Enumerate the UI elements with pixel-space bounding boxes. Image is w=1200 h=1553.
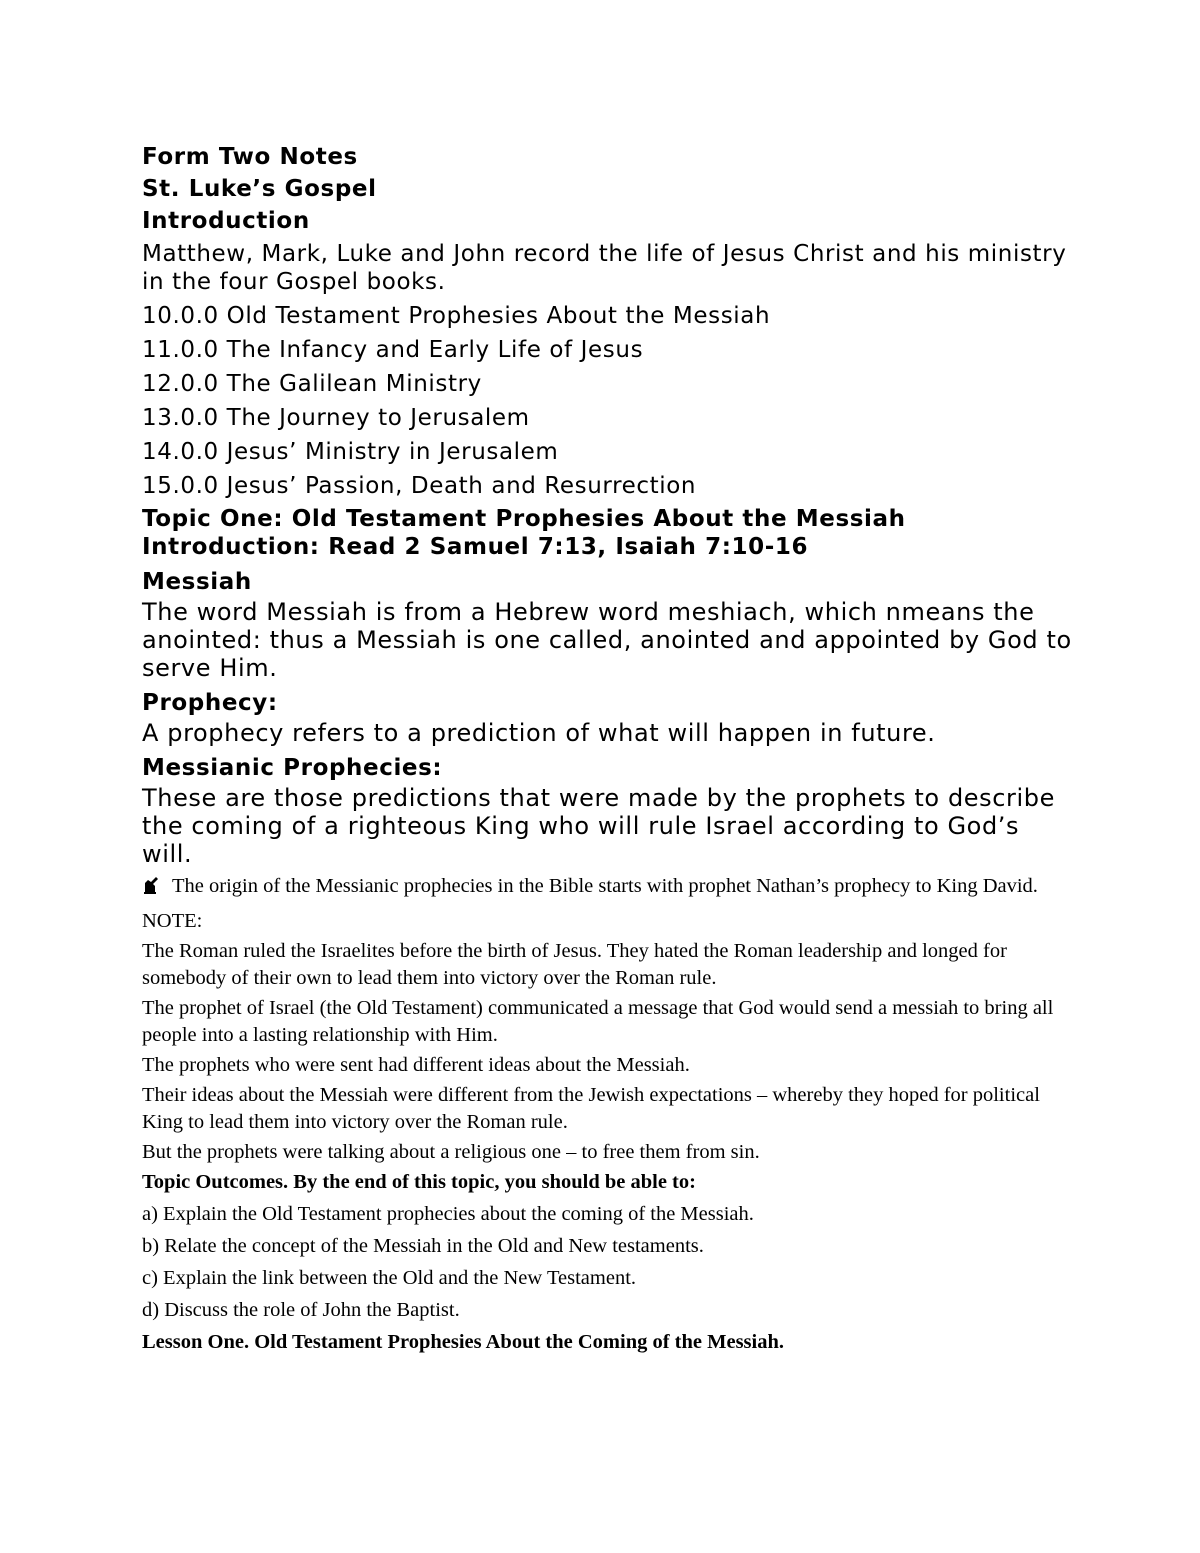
table-of-contents bbox=[142, 302, 1072, 500]
outcome-item: b) Relate the concept of the Messiah in the Old and New testaments. bbox=[142, 1235, 704, 1257]
page-title: Form Two Notes bbox=[142, 144, 358, 170]
outcome-item: d) Discuss the role of John the Baptist. bbox=[142, 1299, 460, 1321]
messianic-prophecies-definition: These are those predictions that were made by the prophets to describe the coming of a righteous King who will rule Israel according to God’s will. bbox=[142, 784, 1055, 868]
note-label: NOTE: bbox=[142, 910, 203, 932]
outcome-item: c) Explain the link between the Old and the New Testament. bbox=[142, 1267, 637, 1289]
toc-item: 15.0.0 Jesus’ Passion, Death and Resurrection bbox=[142, 473, 697, 499]
writing-hand-icon bbox=[142, 875, 164, 897]
prophecy-heading: Prophecy: bbox=[142, 690, 278, 716]
note-paragraph: The prophets who were sent had different ideas about the Messiah. bbox=[142, 1054, 690, 1076]
messiah-definition: The word Messiah is from a Hebrew word meshiach, which nmeans the anointed: thus a Messiah is one called, anointed and appointed by God to serve Him. bbox=[142, 598, 1072, 682]
note-paragraph: But the prophets were talking about a religious one – to free them from sin. bbox=[142, 1141, 760, 1163]
toc-item: 13.0.0 The Journey to Jerusalem bbox=[142, 405, 530, 431]
bullet-item bbox=[142, 873, 1072, 900]
lesson-title: Lesson One. Old Testament Prophesies About the Coming of the Messiah. bbox=[142, 1331, 785, 1353]
messianic-prophecies-heading: Messianic Prophecies: bbox=[142, 755, 443, 781]
page-subtitle: St. Luke’s Gospel bbox=[142, 176, 377, 202]
topic-title: Topic One: Old Testament Prophesies About the Messiah bbox=[142, 506, 906, 532]
messiah-heading: Messiah bbox=[142, 569, 252, 595]
outcome-item: a) Explain the Old Testament prophecies about the coming of the Messiah. bbox=[142, 1203, 754, 1225]
note-paragraph: The prophet of Israel (the Old Testament) communicated a message that God would send a messiah to bring all people into a lasting relationship with Him. bbox=[142, 997, 1054, 1046]
toc-item: 10.0.0 Old Testament Prophesies About the Messiah bbox=[142, 303, 771, 329]
document-page bbox=[142, 141, 1072, 1356]
introduction-heading: Introduction bbox=[142, 208, 310, 234]
intro-paragraph: Matthew, Mark, Luke and John record the life of Jesus Christ and his ministry in the four Gospel books. bbox=[142, 241, 1067, 295]
prophecy-definition: A prophecy refers to a prediction of what will happen in future. bbox=[142, 719, 936, 747]
note-paragraph: The Roman ruled the Israelites before the birth of Jesus. They hated the Roman leadership and longed for somebody of their own to lead them into victory over the Roman rule. bbox=[142, 940, 1007, 989]
toc-item: 14.0.0 Jesus’ Ministry in Jerusalem bbox=[142, 439, 559, 465]
topic-intro: Introduction: Read 2 Samuel 7:13, Isaiah 7:10-16 bbox=[142, 534, 809, 560]
note-paragraph: Their ideas about the Messiah were different from the Jewish expectations – whereby they hoped for political King to lead them into victory over the Roman rule. bbox=[142, 1084, 1040, 1133]
outcomes-heading: Topic Outcomes. By the end of this topic, you should be able to: bbox=[142, 1171, 696, 1193]
toc-item: 11.0.0 The Infancy and Early Life of Jesus bbox=[142, 337, 644, 363]
toc-item: 12.0.0 The Galilean Ministry bbox=[142, 371, 482, 397]
bullet-text: The origin of the Messianic prophecies in the Bible starts with prophet Nathan’s prophecy to King David. bbox=[172, 875, 1038, 897]
